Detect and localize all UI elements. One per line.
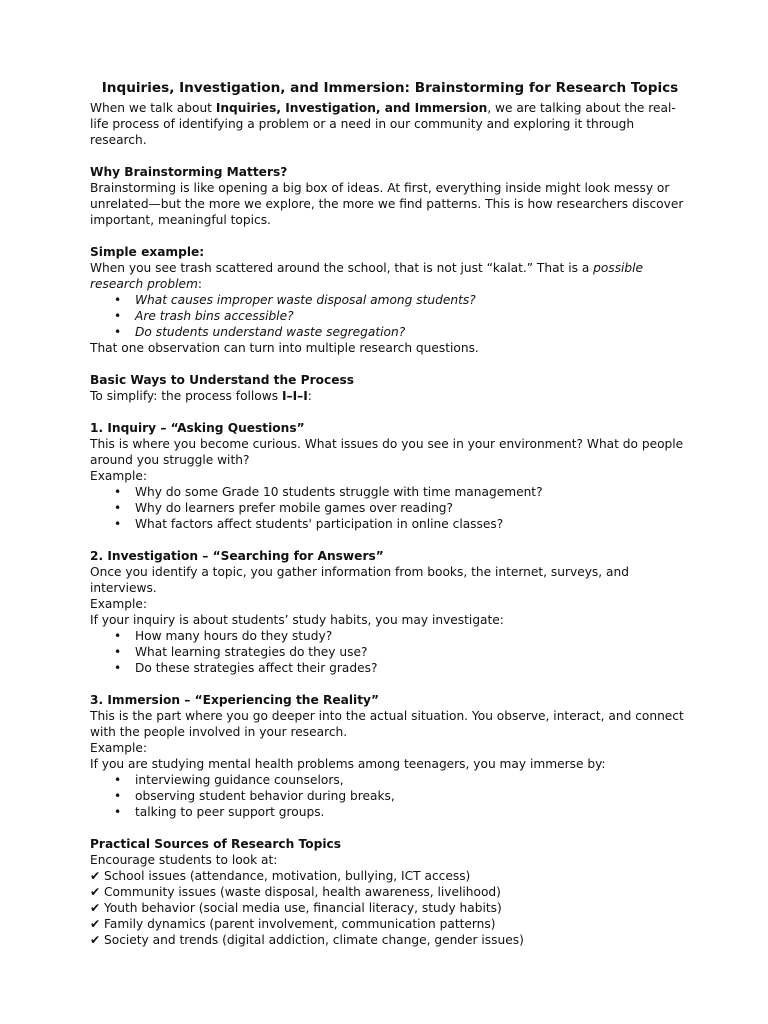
investigation-example-list (90, 628, 690, 676)
investigation-lead: If your inquiry is about students’ study habits, you may investigate: (90, 613, 504, 627)
document-title: Inquiries, Investigation, and Immersion: Brainstorming for Research Topics (101, 80, 679, 96)
list-item: • What causes improper waste disposal among students? (90, 292, 690, 308)
checklist-item: ✔ Community issues (waste disposal, health awareness, livelihood) (90, 885, 501, 899)
sources-lead: Encourage students to look at: (90, 853, 278, 867)
list-item: • What factors affect students' participation in online classes? (90, 516, 690, 532)
list-item: • observing student behavior during breaks, (90, 788, 690, 804)
sources-checklist (90, 868, 690, 948)
check-icon: ✔ (90, 885, 101, 899)
process-text-start: To simplify: the process follows (90, 389, 282, 403)
check-icon: ✔ (90, 901, 101, 915)
list-item: • talking to peer support groups. (90, 804, 690, 820)
list-item: • Do these strategies affect their grades? (90, 660, 690, 676)
process-text-end: : (307, 389, 312, 403)
inquiry-example-label: Example: (90, 469, 147, 483)
list-item: • Why do some Grade 10 students struggle with time management? (90, 484, 690, 500)
example-heading: Simple example: (90, 245, 205, 259)
immersion-example-list (90, 772, 690, 820)
inquiry-example-list (90, 484, 690, 532)
example-text-end: : (197, 277, 202, 291)
example-closing: That one observation can turn into multiple research questions. (90, 341, 479, 355)
checklist-item: ✔ Youth behavior (social media use, financial literacy, study habits) (90, 901, 502, 915)
intro-paragraph (90, 100, 690, 148)
why-heading: Why Brainstorming Matters? (90, 165, 288, 179)
investigation-example-label: Example: (90, 597, 147, 611)
intro-bold-term: Inquiries, Investigation, and Immersion (215, 101, 488, 115)
investigation-heading: 2. Investigation – “Searching for Answers” (90, 549, 384, 563)
intro-text-end: , we are talking about the real-life process of identifying a problem or a need in our community and exploring it through research. (90, 101, 676, 147)
example-text-start: When you see trash scattered around the school, that is not just “kalat.” That is a (90, 261, 594, 275)
check-icon: ✔ (90, 933, 101, 947)
example-italic-term: possible research problem (90, 261, 644, 291)
immersion-lead: If you are studying mental health problems among teenagers, you may immerse by: (90, 757, 606, 771)
example-question-list (90, 292, 690, 340)
process-bold-term: I–I–I (281, 389, 308, 403)
list-item: • interviewing guidance counselors, (90, 772, 690, 788)
sources-heading: Practical Sources of Research Topics (90, 837, 342, 851)
inquiry-paragraph: This is where you become curious. What issues do you see in your environment? What do people around you struggle with? (90, 437, 684, 467)
process-heading: Basic Ways to Understand the Process (90, 373, 355, 387)
example-paragraph (90, 260, 690, 292)
check-icon: ✔ (90, 917, 101, 931)
immersion-paragraph: This is the part where you go deeper into the actual situation. You observe, interact, and connect with the people involved in your research. (90, 709, 684, 739)
document-page (90, 78, 690, 948)
process-paragraph (90, 388, 690, 404)
immersion-example-label: Example: (90, 741, 147, 755)
list-item: • Are trash bins accessible? (90, 308, 690, 324)
list-item: • Do students understand waste segregation? (90, 324, 690, 340)
list-item: • Why do learners prefer mobile games over reading? (90, 500, 690, 516)
intro-text-start: When we talk about (90, 101, 216, 115)
checklist-item: ✔ Society and trends (digital addiction, climate change, gender issues) (90, 933, 524, 947)
why-paragraph: Brainstorming is like opening a big box of ideas. At first, everything inside might look messy or unrelated—but the more we explore, the more we find patterns. This is how researchers discover important, meaningful topics. (90, 181, 684, 227)
list-item: • How many hours do they study? (90, 628, 690, 644)
inquiry-heading: 1. Inquiry – “Asking Questions” (90, 421, 305, 435)
immersion-heading: 3. Immersion – “Experiencing the Reality” (90, 693, 380, 707)
list-item: • What learning strategies do they use? (90, 644, 690, 660)
checklist-item: ✔ Family dynamics (parent involvement, communication patterns) (90, 917, 496, 931)
checklist-item: ✔ School issues (attendance, motivation, bullying, ICT access) (90, 869, 471, 883)
investigation-paragraph: Once you identify a topic, you gather information from books, the internet, surveys, and interviews. (90, 565, 629, 595)
check-icon: ✔ (90, 869, 101, 883)
